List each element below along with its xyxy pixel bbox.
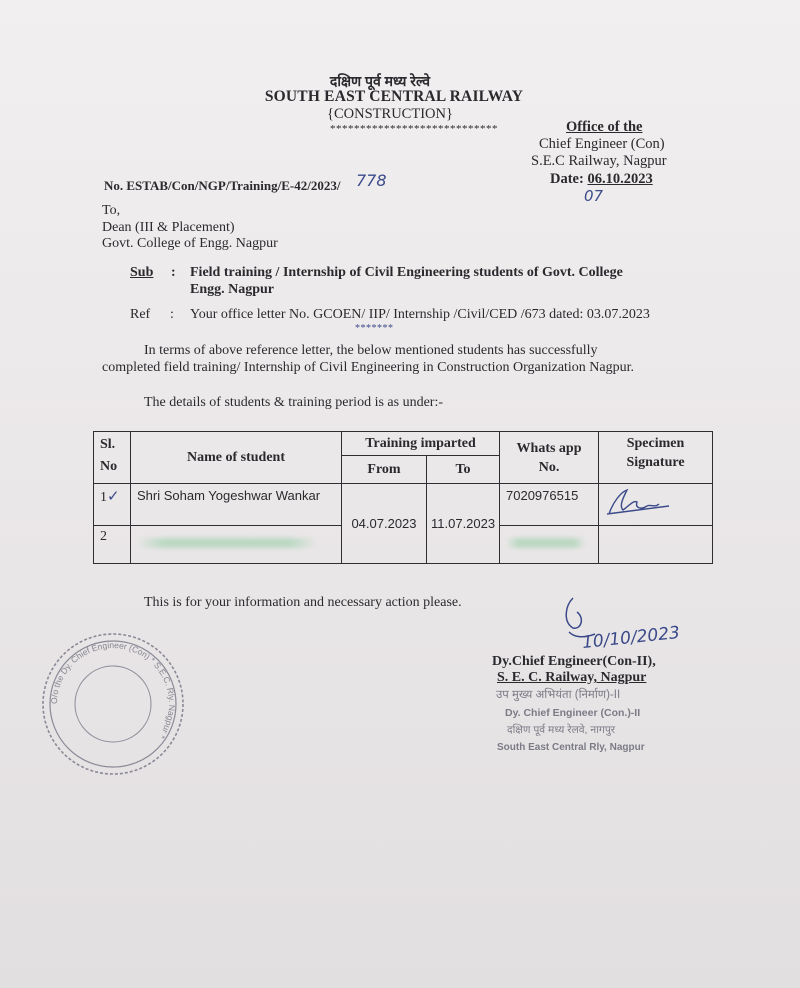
subject-colon: : bbox=[171, 265, 176, 280]
signature-header-line-1: Specimen bbox=[626, 436, 685, 451]
col-header-whatsapp bbox=[500, 432, 599, 484]
row-1-sl-value: 1 bbox=[100, 490, 107, 505]
handwritten-07: 07 bbox=[584, 187, 604, 205]
whatsapp-header-line-2: No. bbox=[538, 459, 560, 475]
handwritten-sign-date: 10/10/2023 bbox=[581, 622, 681, 654]
redacted-whatsapp bbox=[506, 538, 586, 548]
body-para-line-2: completed field training/ Internship of Civil Engineering in Construction Organization Nagpur. bbox=[102, 360, 635, 375]
header-stars: **************************** bbox=[330, 123, 498, 135]
col-header-name: Name of student bbox=[131, 432, 342, 484]
reference-text: Your office letter No. GCOEN/ IIP/ Internship /Civil/CED /673 dated: 03.07.2023 bbox=[190, 307, 650, 322]
row-2-whatsapp bbox=[500, 526, 599, 564]
railway-title: SOUTH EAST CENTRAL RAILWAY bbox=[264, 88, 524, 105]
row-2-sl: 2 bbox=[94, 526, 131, 564]
signature-header-line-2: Signature bbox=[626, 455, 685, 470]
office-railway-nagpur: S.E.C Railway, Nagpur bbox=[531, 153, 667, 169]
row-2-name bbox=[131, 526, 342, 564]
tick-mark: ✓ bbox=[107, 487, 120, 505]
svg-text:O/o the Dy. Chief Engineer (Co bbox=[49, 640, 177, 741]
row-2-signature bbox=[599, 526, 713, 564]
table-header-row bbox=[94, 432, 713, 456]
body-details-intro: The details of students & training period is as under:- bbox=[144, 395, 443, 410]
subject-label: Sub bbox=[130, 265, 154, 280]
hindi-title: दक्षिण पूर्व मध्य रेल्वे bbox=[329, 73, 431, 89]
office-of-the: Office of the bbox=[566, 119, 643, 135]
stamp-railway: South East Central Rly, Nagpur bbox=[497, 742, 645, 753]
col-header-training: Training imparted bbox=[342, 432, 500, 456]
seal-text: O/o the Dy. Chief Engineer (Con) * S.E.C. Rly. Nagpur * bbox=[48, 639, 178, 741]
whatsapp-header-line-1: Whats app bbox=[516, 440, 582, 456]
letter-date bbox=[550, 171, 653, 188]
col-header-signature bbox=[599, 432, 713, 484]
students-table bbox=[93, 431, 713, 564]
stamp-designation: Dy. Chief Engineer (Con.)-II bbox=[505, 707, 641, 719]
addressee-dean: Dean (III & Placement) bbox=[102, 220, 235, 235]
table-row bbox=[94, 484, 713, 526]
letter-number-value: ESTAB/Con/NGP/Training/E-42/2023/ bbox=[126, 178, 341, 193]
letter-number bbox=[104, 178, 340, 194]
reference-label: Ref bbox=[130, 307, 151, 322]
subject-line-1: Field training / Internship of Civil Engineering students of Govt. College bbox=[190, 265, 623, 280]
date-value: 06.10.2023 bbox=[587, 171, 653, 187]
stamp-hindi-railway: दक्षिण पूर्व मध्य रेलवे, नागपुर bbox=[507, 724, 616, 736]
to-label: To, bbox=[102, 203, 121, 218]
letter-number-label: No. bbox=[104, 178, 124, 193]
col-header-to: To bbox=[427, 456, 500, 484]
row-1-name: Shri Soham Yogeshwar Wankar bbox=[131, 484, 342, 526]
row-1-signature bbox=[599, 484, 713, 526]
subject-line-2: Engg. Nagpur bbox=[190, 282, 275, 297]
redacted-name bbox=[137, 538, 317, 548]
row-1-sl bbox=[94, 484, 131, 526]
office-chief-engineer: Chief Engineer (Con) bbox=[539, 136, 665, 152]
construction-subtitle: {CONSTRUCTION} bbox=[327, 106, 453, 122]
signatory-title: Dy.Chief Engineer(Con-II), bbox=[492, 654, 656, 669]
reference-stars: ******* bbox=[355, 323, 394, 334]
office-seal-icon bbox=[38, 630, 188, 778]
sl-header-line-2: No bbox=[100, 459, 118, 474]
training-to-date: 11.07.2023 bbox=[427, 484, 500, 564]
signatory-railway: S. E. C. Railway, Nagpur bbox=[497, 670, 647, 685]
handwritten-778: 778 bbox=[356, 171, 387, 190]
col-header-from: From bbox=[342, 456, 427, 484]
body-para-line-1: In terms of above reference letter, the below mentioned students has successfully bbox=[144, 343, 598, 358]
stamp-hindi-designation: उप मुख्य अभियंता (निर्माण)-II bbox=[496, 689, 621, 701]
col-header-sl bbox=[94, 432, 131, 484]
training-from-date: 04.07.2023 bbox=[342, 484, 427, 564]
closing-line: This is for your information and necessary action please. bbox=[144, 595, 462, 610]
addressee-college: Govt. College of Engg. Nagpur bbox=[102, 236, 278, 251]
row-1-whatsapp: 7020976515 bbox=[500, 484, 599, 526]
reference-colon: : bbox=[170, 307, 174, 322]
student-signature-icon bbox=[599, 484, 713, 520]
date-label: Date: bbox=[550, 171, 584, 187]
sl-header-line-1: Sl. bbox=[100, 437, 116, 452]
